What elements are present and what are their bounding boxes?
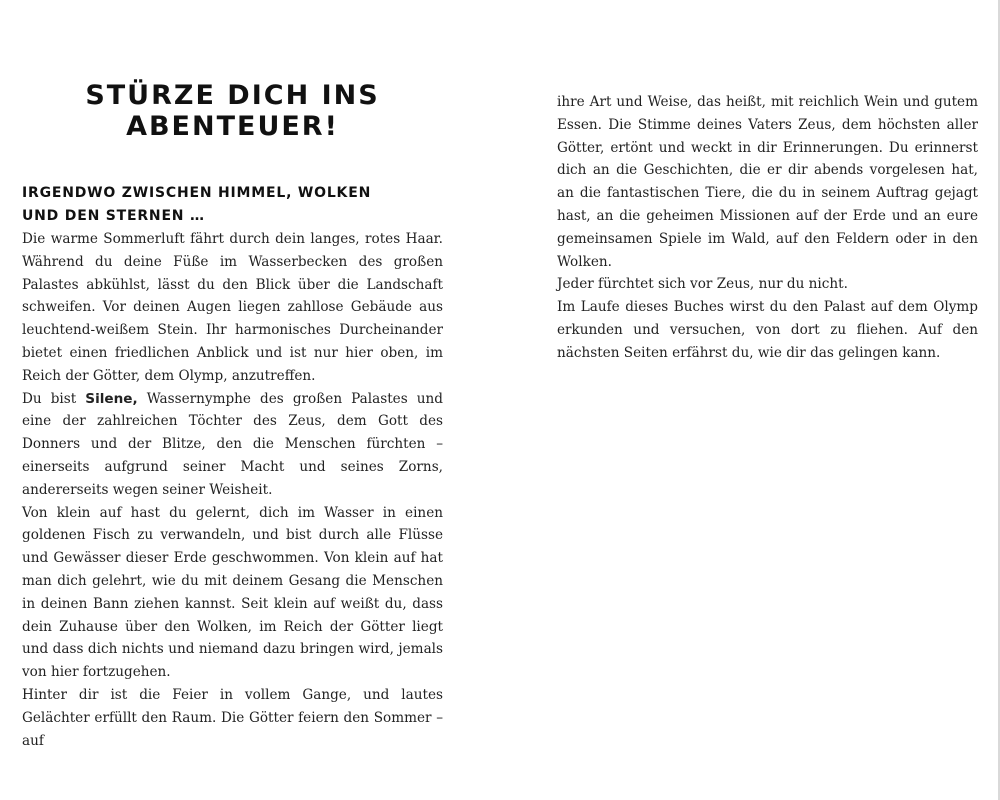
- right-column-text: [557, 91, 978, 365]
- character-name: Silene,: [85, 390, 138, 407]
- chapter-title-line-2: ABENTEUER!: [126, 111, 339, 142]
- chapter-title-line-1: STÜRZE DICH INS: [85, 80, 380, 111]
- section-subheading: [22, 182, 443, 228]
- chapter-title: [60, 80, 405, 142]
- paragraph: Im Laufe dieses Buches wirst du den Palast auf dem Olymp erkunden und versuchen, von dort zu fliehen. Auf den nächsten Seiten erfährst du, wie dir das gelingen kann.: [557, 299, 978, 361]
- paragraph-text: Wassernymphe des großen Palastes und eine der zahlreichen Töchter des Zeus, dem Gott des Donners und der Blitze, den die Menschen fürchten – einerseits aufgrund seiner Macht und seines Zorns, andererseits wegen seiner Weisheit.: [22, 390, 443, 498]
- paragraph-text: Du bist: [22, 390, 86, 407]
- paragraph: Die warme Sommerluft fährt durch dein langes, rotes Haar. Während du deine Füße im Wasserbecken des großen Palastes abkühlst, lässt du den Blick über die Landschaft schweifen. Vor deinen Augen liegen zahllose Gebäude aus leuchtend-weißem Stein. Ihr harmonisches Durcheinander bietet einen friedlichen Anblick und ist nur hier oben, im Reich der Götter, dem Olymp, anzutreffen.: [22, 231, 443, 384]
- paragraph: ihre Art und Weise, das heißt, mit reichlich Wein und gutem Essen. Die Stimme deines Vaters Zeus, dem höchsten aller Götter, ertönt und weckt in dir Erinnerungen. Du erinnerst dich an die Geschichten, die er dir abends vorgelesen hat, an die fantastischen Tiere, die du in seinem Auftrag gejagt hast, an die geheimen Missionen auf der Erde und an eure gemeinsamen Spiele im Wald, auf den Feldern oder in den Wolken.: [557, 94, 978, 270]
- paragraph: Hinter dir ist die Feier in vollem Gange, und lautes Gelächter erfüllt den Raum. Die Götter feiern den Sommer – auf: [22, 686, 443, 749]
- paragraph: [22, 388, 443, 502]
- section-subheading-line-1: IRGENDWO ZWISCHEN HIMMEL, WOLKEN: [22, 185, 372, 201]
- left-column-text: [22, 228, 443, 752]
- paragraph: Jeder fürchtet sich vor Zeus, nur du nicht.: [557, 276, 848, 293]
- paragraph: Von klein auf hast du gelernt, dich im Wasser in einen goldenen Fisch zu verwandeln, und bist durch alle Flüsse und Gewässer dieser Erde geschwommen. Von klein auf hat man dich gelehrt, wie du mit deinem Gesang die Menschen in deinen Bann ziehen kannst. Seit klein auf weißt du, dass dein Zuhause über den Wolken, im Reich der Götter liegt und dass dich nichts und niemand dazu bringen wird, jemals von hier fortzugehen.: [22, 504, 443, 681]
- section-subheading-line-2: UND DEN STERNEN …: [22, 208, 205, 224]
